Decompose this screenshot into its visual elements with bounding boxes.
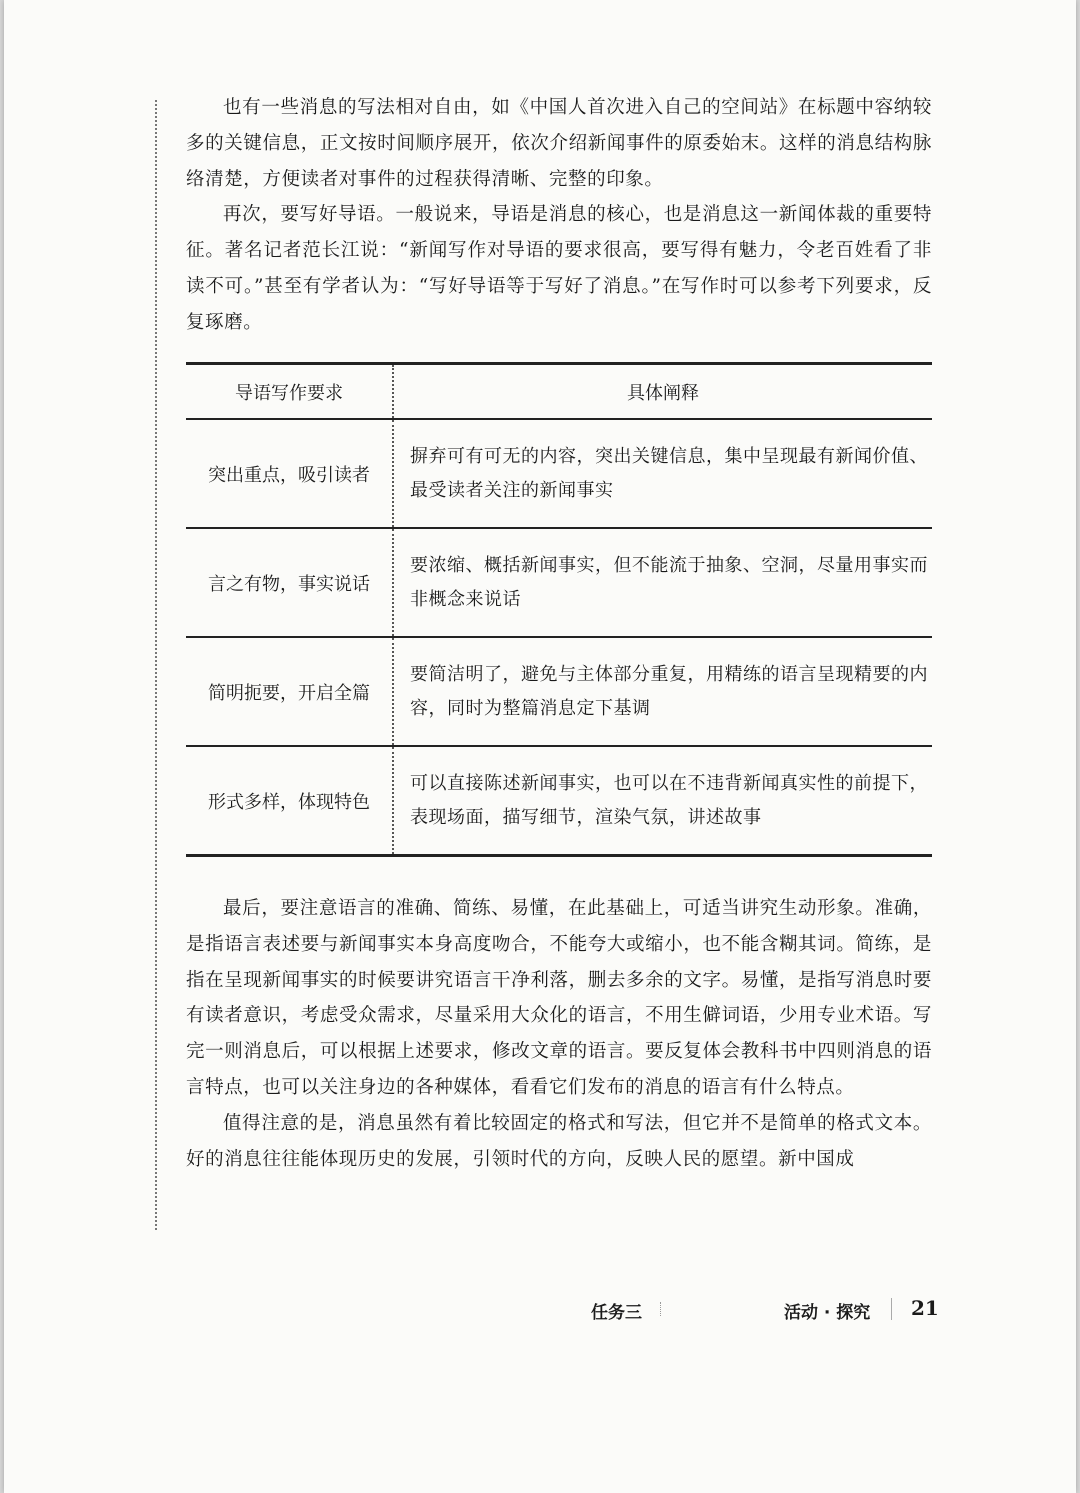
paragraph-note: 值得注意的是，消息虽然有着比较固定的格式和写法，但它并不是简单的格式文本。好的消息往往能体现历史的发展，引领时代的方向，反映人民的愿望。新中国成 — [186, 1112, 932, 1170]
explanation-cell: 可以直接陈述新闻事实，也可以在不违背新闻真实性的前提下，表现场面，描写细节，渲染气氛，讲述故事 — [393, 746, 932, 856]
table-header-row — [186, 364, 932, 420]
table-header-requirement: 导语写作要求 — [186, 364, 393, 420]
table-row — [186, 528, 932, 637]
page-footer — [4, 1296, 1076, 1326]
explanation-cell: 要浓缩、概括新闻事实，但不能流于抽象、空洞，尽量用事实而非概念来说话 — [393, 528, 932, 637]
footer-unit-label: 活动 · 探究 — [784, 1303, 871, 1323]
requirement-cell: 简明扼要，开启全篇 — [186, 637, 393, 746]
paragraph-lead-writing: 再次，要写好导语。一般说来，导语是消息的核心，也是消息这一新闻体裁的重要特征。著名记者范长江说：“新闻写作对导语的要求很高，要写得有魅力，令老百姓看了非读不可。”甚至有学者认为：“写好导语等于写好了消息。”在写作时可以参考下列要求，反复琢磨。 — [186, 204, 932, 333]
table-row — [186, 637, 932, 746]
paragraph-language: 最后，要注意语言的准确、简练、易懂，在此基础上，可适当讲究生动形象。准确，是指语言表述要与新闻事实本身高度吻合，不能夸大或缩小，也不能含糊其词。简练，是指在呈现新闻事实的时候要讲究语言干净利落，删去多余的文字。易懂，是指写消息时要有读者意识，考虑受众需求，尽量采用大众化的语言，不用生僻词语，少用专业术语。写完一则消息后，可以根据上述要求，修改文章的语言。要反复体会教科书中四则消息的语言特点，也可以关注身边的各种媒体，看看它们发布的消息的语言有什么特点。 — [186, 898, 932, 1098]
paragraph-free-structure: 也有一些消息的写法相对自由，如《中国人首次进入自己的空间站》在标题中容纳较多的关键信息，正文按时间顺序展开，依次介绍新闻事件的原委始末。这样的消息结构脉络清楚，方便读者对事件的过程获得清晰、完整的印象。 — [186, 97, 932, 190]
table-row — [186, 419, 932, 528]
footer-task-label: 任务三 — [591, 1303, 642, 1323]
explanation-cell: 要简洁明了，避免与主体部分重复，用精练的语言呈现精要的内容，同时为整篇消息定下基调 — [393, 637, 932, 746]
requirement-cell: 形式多样，体现特色 — [186, 746, 393, 856]
margin-dotted-line — [155, 100, 157, 1230]
footer-divider — [660, 1302, 661, 1316]
textbook-page — [4, 0, 1076, 1493]
bottom-text-block — [186, 891, 932, 1177]
footer-divider — [891, 1298, 892, 1320]
page-number: 21 — [911, 1296, 939, 1320]
table-row — [186, 746, 932, 856]
top-text-block — [186, 90, 932, 341]
table-header-explanation: 具体阐释 — [393, 364, 932, 420]
explanation-cell: 摒弃可有可无的内容，突出关键信息，集中呈现最有新闻价值、最受读者关注的新闻事实 — [393, 419, 932, 528]
requirement-cell: 突出重点，吸引读者 — [186, 419, 393, 528]
requirement-cell: 言之有物，事实说话 — [186, 528, 393, 637]
lead-requirements-table — [186, 362, 932, 857]
